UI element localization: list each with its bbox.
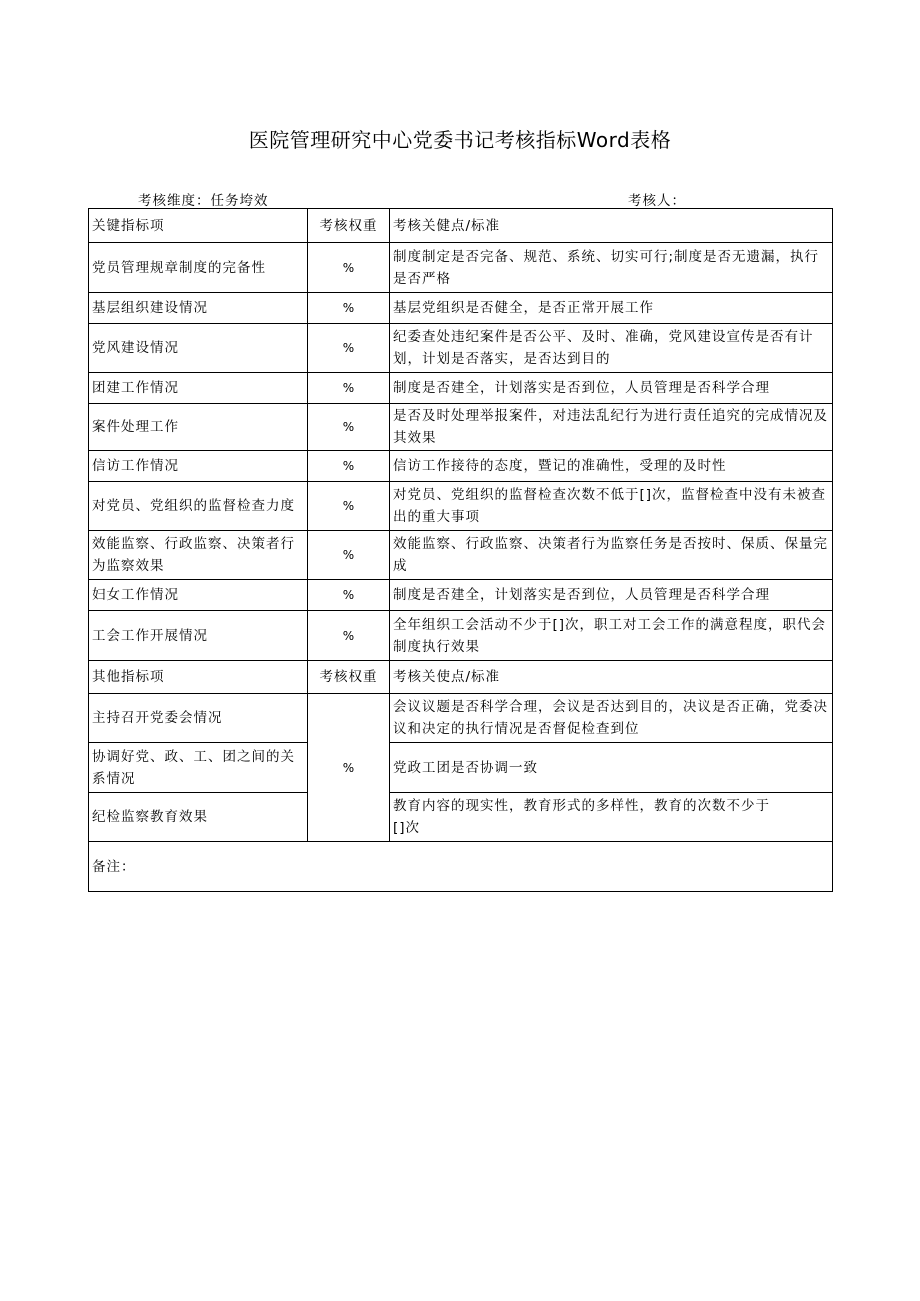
weight-cell: % — [308, 611, 390, 661]
header-other-weight: 考核权重 — [308, 661, 390, 694]
assessment-dimension: 考核维度：任务垮效 — [138, 193, 269, 209]
other-header-row — [89, 661, 833, 694]
weight-cell: % — [308, 531, 390, 580]
weight-cell: % — [308, 482, 390, 531]
table-row — [89, 293, 833, 324]
indicator-cell: 团建工作情况 — [89, 373, 308, 404]
weight-cell: % — [308, 373, 390, 404]
criteria-cell: 基层党组织是否健全，是否正常开展工作 — [390, 293, 833, 324]
weight-cell: % — [308, 324, 390, 373]
indicator-cell: 效能监察、行政监察、决策者行为监察效果 — [89, 531, 308, 580]
weight-cell-merged: % — [308, 694, 390, 842]
criteria-cell: 是否及时处理举报案件，对违法乱纪行为进行责任追究的完成情况及其效果 — [390, 404, 833, 451]
header-criteria: 考核关健点/标准 — [390, 209, 833, 243]
header-key-indicator: 关键指标项 — [89, 209, 308, 243]
table-row — [89, 793, 833, 842]
indicator-cell: 主持召开党委会情况 — [89, 694, 308, 743]
table-row — [89, 373, 833, 404]
header-other-criteria: 考核关使点/标准 — [390, 661, 833, 694]
table-header-row — [89, 209, 833, 243]
assessor: 考核人： — [628, 193, 686, 209]
criteria-cell: 制度是否建全，计划落实是否到位，人员管理是否科学合理 — [390, 373, 833, 404]
criteria-cell: 全年组织工会活动不少于[]次，职工对工会工作的满意程度，职代会制度执行效果 — [390, 611, 833, 661]
indicator-cell: 党员管理规章制度的完备性 — [89, 243, 308, 293]
indicator-cell: 工会工作开展情况 — [89, 611, 308, 661]
indicator-cell: 纪检监察教育效果 — [89, 793, 308, 842]
table-row — [89, 404, 833, 451]
table-row — [89, 580, 833, 611]
criteria-cell: 教育内容的现实性，教育形式的多样性，教育的次数不少于 []次 — [390, 793, 833, 842]
table-row — [89, 243, 833, 293]
weight-cell: % — [308, 451, 390, 482]
remarks-cell: 备注： — [89, 842, 833, 892]
table-row — [89, 611, 833, 661]
criteria-cell: 制度制定是否完备、规范、系统、切实可行;制度是否无遗漏，执行是否严格 — [390, 243, 833, 293]
criteria-cell: 纪委查处违纪案件是否公平、及时、准确，党风建设宣传是否有计划，计划是否落实，是否达到目的 — [390, 324, 833, 373]
criteria-cell: 效能监察、行政监察、决策者行为监察任务是否按时、保质、保量完成 — [390, 531, 833, 580]
weight-cell: % — [308, 404, 390, 451]
header-weight: 考核权重 — [308, 209, 390, 243]
indicator-cell: 基层组织建设情况 — [89, 293, 308, 324]
indicator-cell: 案件处理工作 — [89, 404, 308, 451]
criteria-cell: 信访工作接待的态度，暨记的准确性，受理的及时性 — [390, 451, 833, 482]
criteria-cell: 会议议题是否科学合理，会议是否达到目的，决议是否正确，党委决议和决定的执行情况是否督促检查到位 — [390, 694, 833, 743]
indicator-cell: 妇女工作情况 — [89, 580, 308, 611]
table-row — [89, 482, 833, 531]
table-row — [89, 694, 833, 743]
table-row — [89, 743, 833, 793]
weight-cell: % — [308, 243, 390, 293]
criteria-cell: 党政工团是否协调一致 — [390, 743, 833, 793]
indicator-cell: 信访工作情况 — [89, 451, 308, 482]
table-row — [89, 451, 833, 482]
remarks-row — [89, 842, 833, 892]
indicator-cell: 党风建设情况 — [89, 324, 308, 373]
indicator-cell: 协调好党、政、工、团之间的关系情况 — [89, 743, 308, 793]
criteria-cell: 制度是否建全，计划落实是否到位，人员管理是否科学合理 — [390, 580, 833, 611]
table-row — [89, 531, 833, 580]
header-other-indicator: 其他指标项 — [89, 661, 308, 694]
assessment-table — [88, 208, 833, 892]
criteria-cell: 对党员、党组织的监督检查次数不低于[]次，监督检查中没有未被查出的重大事项 — [390, 482, 833, 531]
weight-cell: % — [308, 580, 390, 611]
document-title: 医院管理研究中心党委书记考核指标Word表格 — [248, 128, 672, 152]
table-row — [89, 324, 833, 373]
indicator-cell: 对党员、党组织的监督检查力度 — [89, 482, 308, 531]
weight-cell: % — [308, 293, 390, 324]
